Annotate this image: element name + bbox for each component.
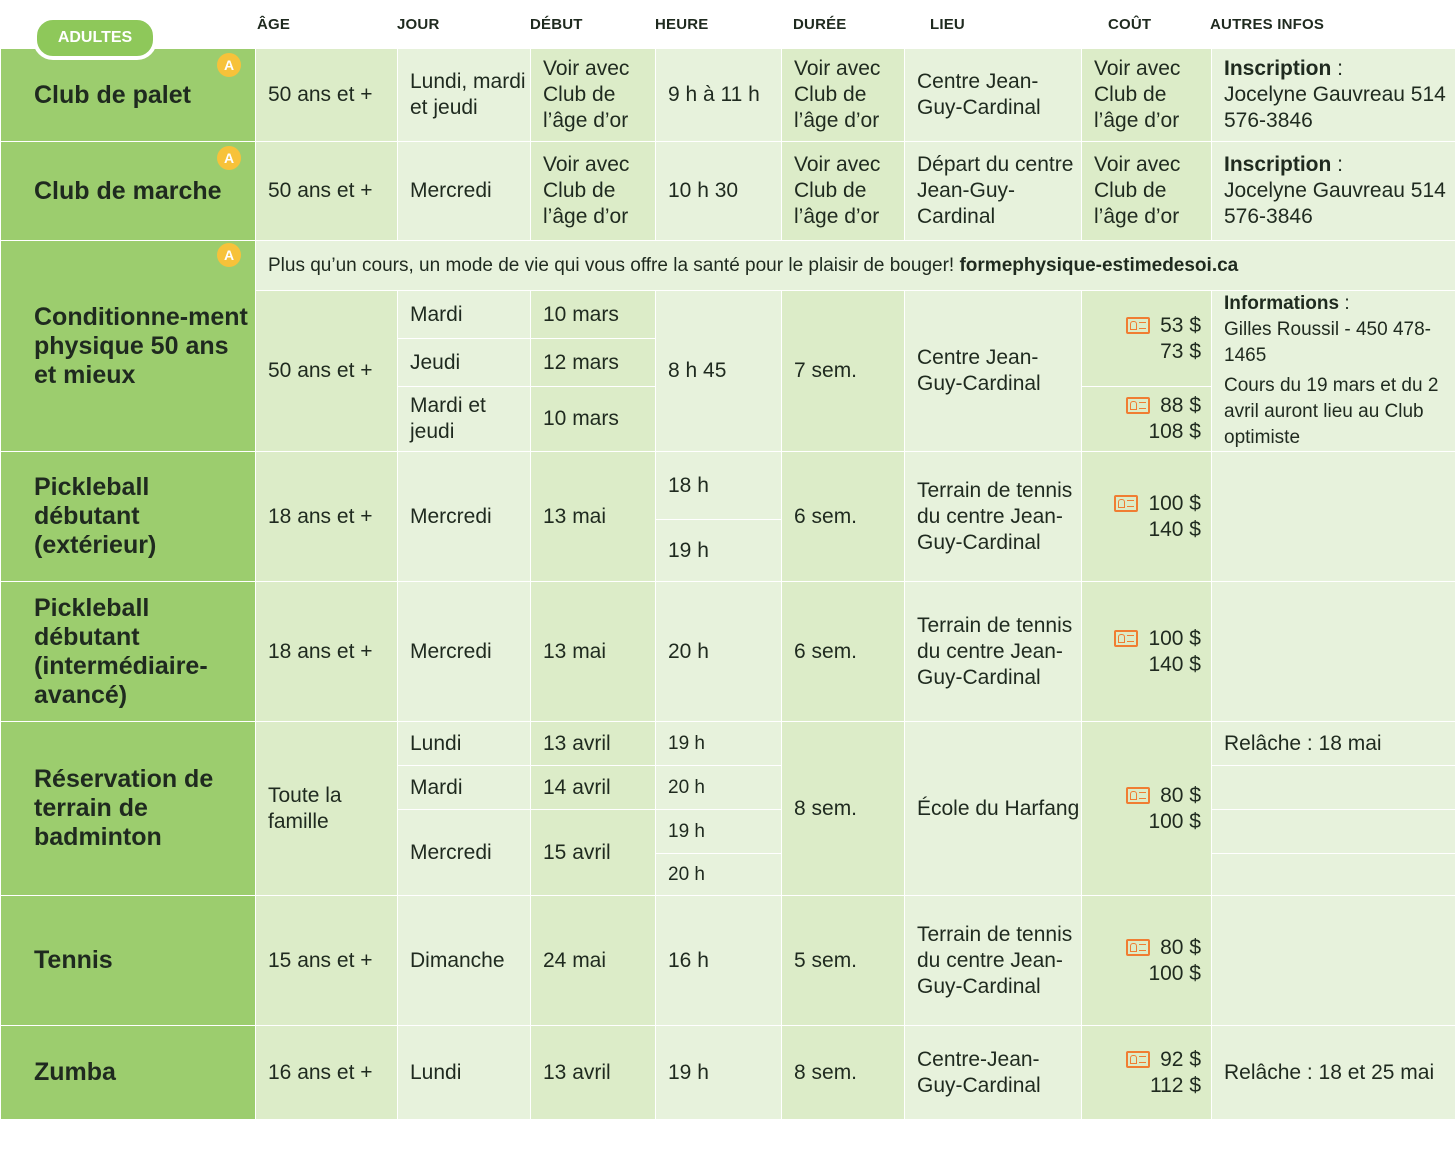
jour-cell: Mardi [398, 766, 531, 810]
heure-cell: 10 h 30 [656, 142, 782, 241]
col-header-autres-infos: AUTRES INFOS [1210, 16, 1325, 33]
info-cell [1212, 452, 1455, 582]
jour-cell: Mardi et jeudi [398, 387, 531, 452]
info-cell: Relâche : 18 et 25 mai [1212, 1026, 1455, 1120]
duree-cell: 8 sem. [782, 722, 905, 896]
cout-cell: 53 $ 73 $ [1082, 291, 1212, 387]
resident-card-icon [1126, 939, 1150, 956]
duree-cell: Voir avec Club de l’âge d’or [782, 49, 905, 142]
col-header-heure: HEURE [655, 16, 709, 33]
jour-cell: Mercredi [398, 810, 531, 896]
table-row-badminton-lundi [1, 722, 1455, 766]
info-cell [1212, 766, 1455, 810]
activity-name: Pickleball débutant (extérieur) [1, 452, 256, 582]
info-cell: Inscription : Jocelyne Gauvreau 514 576-3846 [1212, 142, 1455, 241]
activity-name: A Club de palet [1, 49, 256, 142]
info-cell: Informations : Gilles Roussil - 450 478-1465 Cours du 19 mars et du 2 avril auront lieu au Club optimiste [1212, 291, 1455, 452]
lieu-cell: École du Harfang [905, 722, 1082, 896]
col-header-duree: DURÉE [793, 16, 847, 33]
age-badge-icon: A [217, 243, 241, 267]
debut-cell: 13 mai [531, 582, 656, 722]
table-row-tennis [1, 896, 1455, 1026]
info-cell [1212, 582, 1455, 722]
debut-cell: 12 mars [531, 339, 656, 387]
lieu-cell: Terrain de tennis du centre Jean-Guy-Cardinal [905, 582, 1082, 722]
col-header-cout: COÛT [1108, 16, 1152, 33]
duree-cell: 8 sem. [782, 1026, 905, 1120]
age-cell: 15 ans et + [256, 896, 398, 1026]
table-row-zumba [1, 1026, 1455, 1120]
table-row-conditionnement-intro [1, 241, 1455, 291]
activity-name: Zumba [1, 1026, 256, 1120]
debut-cell: Voir avec Club de l’âge d’or [531, 142, 656, 241]
age-cell: 50 ans et + [256, 291, 398, 452]
heure-cell: 19 h [656, 1026, 782, 1120]
debut-cell: Voir avec Club de l’âge d’or [531, 49, 656, 142]
cout-cell: Voir avec Club de l’âge d’or [1082, 142, 1212, 241]
resident-card-icon [1114, 630, 1138, 647]
duree-cell: Voir avec Club de l’âge d’or [782, 142, 905, 241]
jour-cell: Mercredi [398, 452, 531, 582]
jour-cell: Lundi [398, 722, 531, 766]
activity-name: A Club de marche [1, 142, 256, 241]
heure-cell: 20 h [656, 854, 782, 896]
resident-card-icon [1114, 495, 1138, 512]
age-cell: 18 ans et + [256, 452, 398, 582]
cout-cell: 92 $ 112 $ [1082, 1026, 1212, 1120]
activity-name: Pickleball débutant (intermédiaire-avancé) [1, 582, 256, 722]
duree-cell: 6 sem. [782, 582, 905, 722]
debut-cell: 13 avril [531, 722, 656, 766]
activity-name: Tennis [1, 896, 256, 1026]
cout-cell: Voir avec Club de l’âge d’or [1082, 49, 1212, 142]
jour-cell: Dimanche [398, 896, 531, 1026]
duree-cell: 7 sem. [782, 291, 905, 452]
section-badge-adultes: ADULTES [33, 16, 157, 60]
jour-cell: Lundi, mardi et jeudi [398, 49, 531, 142]
table-row-club-de-palet [1, 49, 1455, 142]
heure-cell: 20 h [656, 766, 782, 810]
info-cell: Inscription : Jocelyne Gauvreau 514 576-3846 [1212, 49, 1455, 142]
jour-cell: Lundi [398, 1026, 531, 1120]
heure-cell: 8 h 45 [656, 291, 782, 452]
col-header-lieu: LIEU [930, 16, 965, 33]
debut-cell: 13 avril [531, 1026, 656, 1120]
debut-cell: 15 avril [531, 810, 656, 896]
duree-cell: 5 sem. [782, 896, 905, 1026]
age-cell: Toute la famille [256, 722, 398, 896]
heure-cell: 9 h à 11 h [656, 49, 782, 142]
heure-cell: 20 h [656, 582, 782, 722]
table-row-pickleball-debutant [1, 452, 1455, 520]
debut-cell: 14 avril [531, 766, 656, 810]
heure-cell: 19 h [656, 810, 782, 854]
age-badge-icon: A [217, 146, 241, 170]
heure-cell: 19 h [656, 520, 782, 582]
age-cell: 16 ans et + [256, 1026, 398, 1120]
activity-name: A Conditionne-ment physique 50 ans et mieux [1, 241, 256, 452]
debut-cell: 10 mars [531, 291, 656, 339]
age-cell: 50 ans et + [256, 142, 398, 241]
debut-cell: 24 mai [531, 896, 656, 1026]
column-header-bar [0, 0, 1455, 48]
jour-cell: Jeudi [398, 339, 531, 387]
age-cell: 18 ans et + [256, 582, 398, 722]
resident-card-icon [1126, 787, 1150, 804]
heure-cell: 18 h [656, 452, 782, 520]
jour-cell: Mercredi [398, 142, 531, 241]
lieu-cell: Terrain de tennis du centre Jean-Guy-Cardinal [905, 896, 1082, 1026]
heure-cell: 16 h [656, 896, 782, 1026]
col-header-age: ÂGE [257, 16, 291, 33]
cout-cell: 80 $ 100 $ [1082, 896, 1212, 1026]
resident-card-icon [1126, 397, 1150, 414]
duree-cell: 6 sem. [782, 452, 905, 582]
lieu-cell: Centre Jean-Guy-Cardinal [905, 49, 1082, 142]
activities-table [0, 48, 1455, 1120]
info-cell [1212, 896, 1455, 1026]
website-link[interactable]: formephysique-estimedesoi.ca [959, 254, 1239, 276]
resident-card-icon [1126, 317, 1150, 334]
heure-cell: 19 h [656, 722, 782, 766]
cout-cell: 88 $ 108 $ [1082, 387, 1212, 452]
intro-cell: Plus qu’un cours, un mode de vie qui vous offre la santé pour le plaisir de bouger! formephysique-estimedesoi.ca [256, 241, 1455, 291]
table-row-pickleball-intermediaire [1, 582, 1455, 722]
jour-cell: Mardi [398, 291, 531, 339]
lieu-cell: Centre-Jean-Guy-Cardinal [905, 1026, 1082, 1120]
debut-cell: 10 mars [531, 387, 656, 452]
activity-name: Réservation de terrain de badminton [1, 722, 256, 896]
cout-cell: 80 $ 100 $ [1082, 722, 1212, 896]
lieu-cell: Départ du centre Jean-Guy-Cardinal [905, 142, 1082, 241]
cout-cell: 100 $ 140 $ [1082, 582, 1212, 722]
cout-cell: 100 $ 140 $ [1082, 452, 1212, 582]
lieu-cell: Terrain de tennis du centre Jean-Guy-Cardinal [905, 452, 1082, 582]
debut-cell: 13 mai [531, 452, 656, 582]
col-header-jour: JOUR [397, 16, 440, 33]
info-cell [1212, 854, 1455, 896]
lieu-cell: Centre Jean-Guy-Cardinal [905, 291, 1082, 452]
info-cell: Relâche : 18 mai [1212, 722, 1455, 766]
table-row-club-de-marche [1, 142, 1455, 241]
jour-cell: Mercredi [398, 582, 531, 722]
col-header-debut: DÉBUT [530, 16, 583, 33]
resident-card-icon [1126, 1051, 1150, 1068]
age-cell: 50 ans et + [256, 49, 398, 142]
age-badge-icon: A [217, 53, 241, 77]
info-cell [1212, 810, 1455, 854]
